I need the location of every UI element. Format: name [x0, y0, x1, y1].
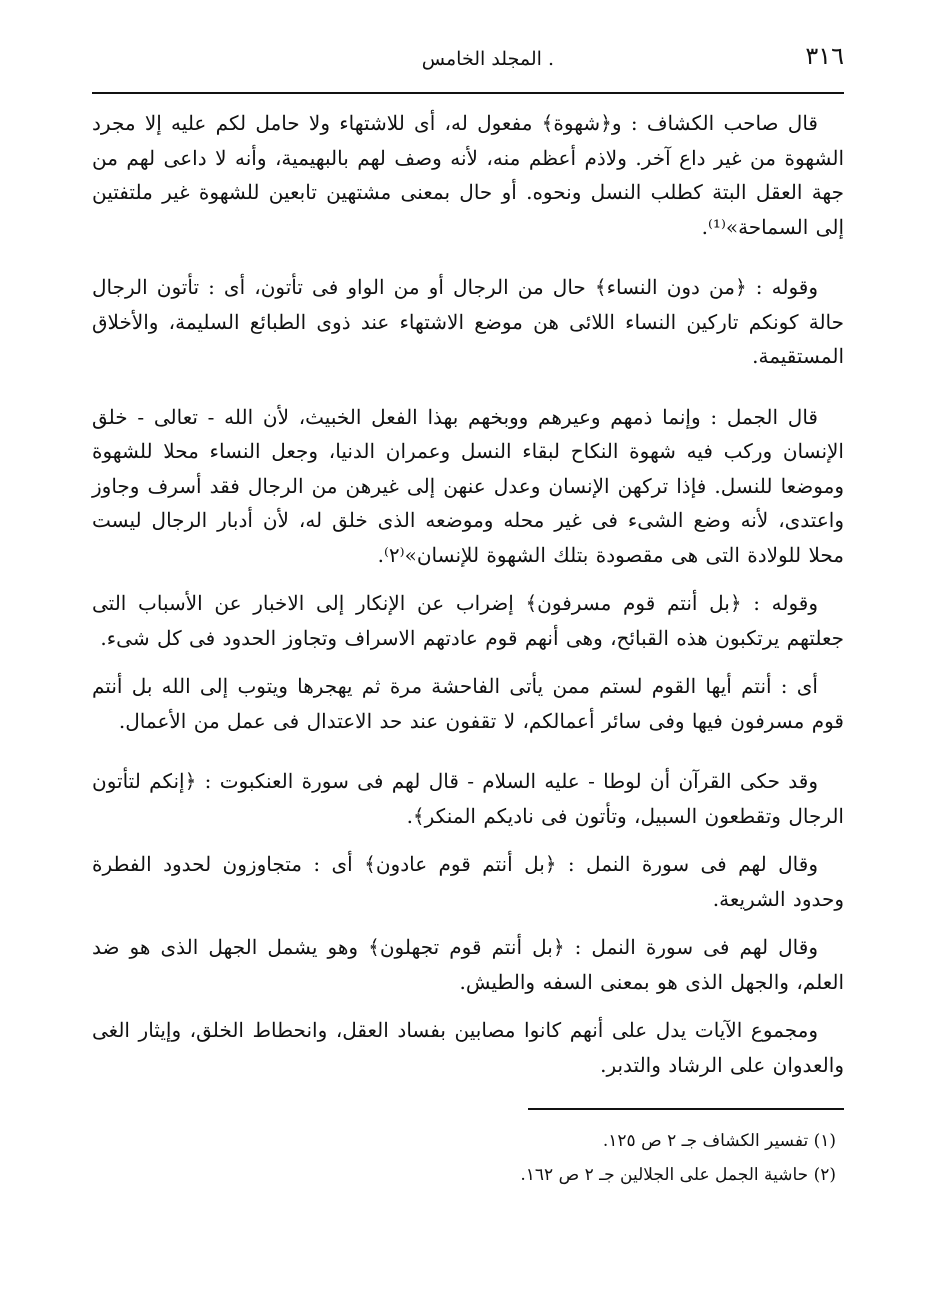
page-body — [92, 106, 844, 1082]
page-number: ٣١٦ — [805, 42, 844, 70]
header-rule — [92, 92, 844, 94]
paragraph-kashaf: قال صاحب الكشاف : و﴿شهوة﴾ مفعول له، أى للاشتهاء ولا حامل لكم عليه إلا مجرد الشهوة من غير داع آخر. ولاذم أعظم منه، لأنه وصف لهم بالبهيمية، وأنه لا داعى لهم من جهة العقل البتة كطلب النسل ونحوه. أو حال بمعنى مشتهين تابعين للشهوة غير ملتفتين إلى السماحة»⁽¹⁾. — [92, 111, 845, 239]
paragraph-ankabut: وقد حكى القرآن أن لوطا - عليه السلام - قال لهم فى سورة العنكبوت : ﴿إنكم لتأتون الرجال وتقطعون السبيل، وتأتون فى ناديكم المنكر﴾. — [92, 769, 844, 828]
paragraph-jamal: قال الجمل : وإنما ذمهم وعيرهم ووبخهم بهذا الفعل الخبيث، لأن الله - تعالى - خلق الإنسان وركب فيه شهوة النكاح لبقاء النسل وعمران الدنيا، وجعل النساء محلا للشهوة وموضعا للنسل. فإذا تركهن الإنسان وعدل عنهن إلى غيرهن من الرجال فقد أسرف وجاوز واعتدى، لأنه وضع الشىء فى غير محله وموضعه الذى خلق له، لأن أدبار الرجال ليست محلا للولادة التى هى مقصودة بتلك الشهوة للإنسان»⁽٢⁾. — [92, 404, 844, 567]
footnote-1: (١) تفسير الكشاف جـ ٢ ص ١٢٥. — [602, 1131, 836, 1151]
paragraph-naml-adun: وقال لهم فى سورة النمل : ﴿بل أنتم قوم عادون﴾ أى : متجاوزون لحدود الفطرة وحدود الشريعة. — [92, 852, 844, 911]
paragraph-explanation: أى : أنتم أيها القوم لستم ممن يأتى الفاحشة مرة ثم يهجرها ويتوب إلى الله بل أنتم قوم مسرفون فيها وفى سائر أعمالكم، لا تقفون عند حد الاعتدال فى عمل من الأعمال. — [92, 674, 844, 733]
paragraph-conclusion: ومجموع الآيات يدل على أنهم كانوا مصابين بفساد العقل، وانحطاط الخلق، وإيثار الغى والعدوان على الرشاد والتدبر. — [92, 1018, 844, 1077]
footnote-rule — [528, 1108, 844, 1110]
volume-title: . المجلد الخامس — [421, 48, 554, 70]
page-header — [92, 38, 844, 78]
book-page — [92, 38, 844, 1192]
paragraph-min-dun-alnisa: وقوله : ﴿من دون النساء﴾ حال من الرجال أو من الواو فى تأتون، أى : تأتون الرجال حالة كونكم تاركين النساء اللائى هن موضع الاشتهاء عند ذوى الطبائع السليمة، والأخلاق المستقيمة. — [92, 275, 844, 368]
footnote-2: (٢) حاشية الجمل على الجلالين جـ ٢ ص ١٦٢. — [520, 1165, 836, 1185]
paragraph-naml-tajhalun: وقال لهم فى سورة النمل : ﴿بل أنتم قوم تجهلون﴾ وهو يشمل الجهل الذى هو ضد العلم، والجهل الذى هو بمعنى السفه والطيش. — [92, 935, 844, 994]
paragraph-musrifun: وقوله : ﴿بل أنتم قوم مسرفون﴾ إضراب عن الإنكار إلى الاخبار عن الأسباب التى جعلتهم يرتكبون هذه القبائح، وهى أنهم قوم عادتهم الاسراف وتجاوز الحدود فى كل شىء. — [92, 591, 844, 650]
